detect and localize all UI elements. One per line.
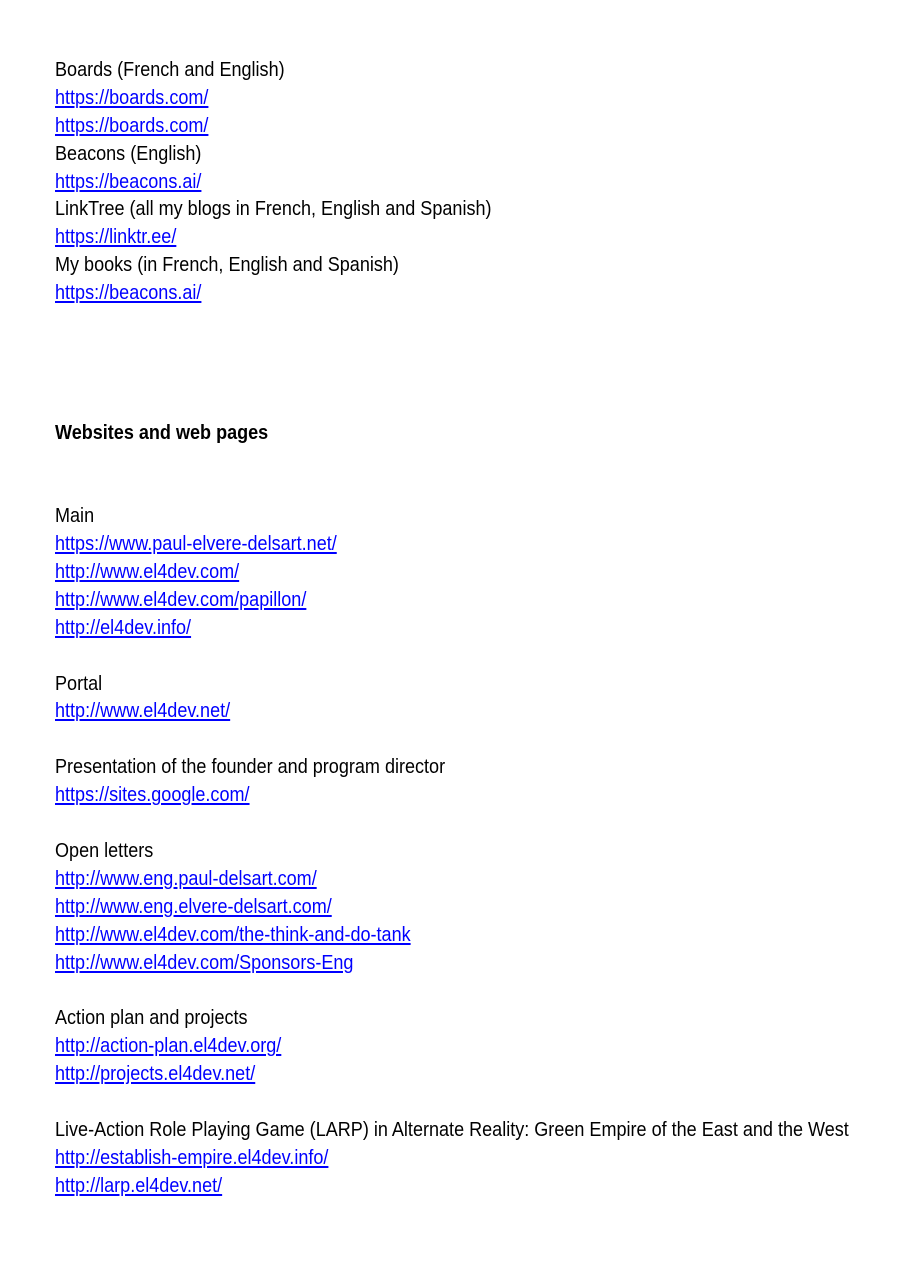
document-page <box>55 56 865 1200</box>
open-letters-link-1[interactable]: http://www.eng.paul-delsart.com/ <box>55 866 317 890</box>
portal-label: Portal <box>55 671 103 695</box>
main-link-1[interactable]: https://www.paul-elvere-delsart.net/ <box>55 532 337 556</box>
open-letters-label: Open letters <box>55 838 154 862</box>
larp-link-2[interactable]: http://larp.el4dev.net/ <box>55 1173 223 1197</box>
action-plan-link-2[interactable]: http://projects.el4dev.net/ <box>55 1062 256 1086</box>
beacons-link[interactable]: https://beacons.ai/ <box>55 169 202 193</box>
larp-label: Live-Action Role Playing Game (LARP) in Alternate Reality: Green Empire of the East and the West <box>55 1117 849 1141</box>
linktree-label: LinkTree (all my blogs in French, English and Spanish) <box>55 197 492 221</box>
presentation-label: Presentation of the founder and program director <box>55 755 446 779</box>
action-plan-label: Action plan and projects <box>55 1006 248 1030</box>
books-label: My books (in French, English and Spanish) <box>55 253 399 277</box>
main-link-3[interactable]: http://www.el4dev.com/papillon/ <box>55 587 307 611</box>
books-link[interactable]: https://beacons.ai/ <box>55 281 202 305</box>
open-letters-link-4[interactable]: http://www.el4dev.com/Sponsors-Eng <box>55 950 354 974</box>
action-plan-link-1[interactable]: http://action-plan.el4dev.org/ <box>55 1034 282 1058</box>
boards-link-1[interactable]: https://boards.com/ <box>55 85 209 109</box>
boards-label: Boards (French and English) <box>55 58 285 81</box>
beacons-label: Beacons (English) <box>55 141 202 165</box>
portal-link[interactable]: http://www.el4dev.net/ <box>55 699 231 723</box>
websites-heading: Websites and web pages <box>55 420 269 444</box>
presentation-link[interactable]: https://sites.google.com/ <box>55 783 250 807</box>
main-link-2[interactable]: http://www.el4dev.com/ <box>55 560 240 584</box>
main-link-4[interactable]: http://el4dev.info/ <box>55 615 192 639</box>
open-letters-link-2[interactable]: http://www.eng.elvere-delsart.com/ <box>55 894 332 918</box>
larp-link-1[interactable]: http://establish-empire.el4dev.info/ <box>55 1145 329 1169</box>
open-letters-link-3[interactable]: http://www.el4dev.com/the-think-and-do-tank <box>55 922 411 946</box>
main-label: Main <box>55 504 95 528</box>
linktree-link[interactable]: https://linktr.ee/ <box>55 225 177 249</box>
boards-link-2[interactable]: https://boards.com/ <box>55 113 209 137</box>
